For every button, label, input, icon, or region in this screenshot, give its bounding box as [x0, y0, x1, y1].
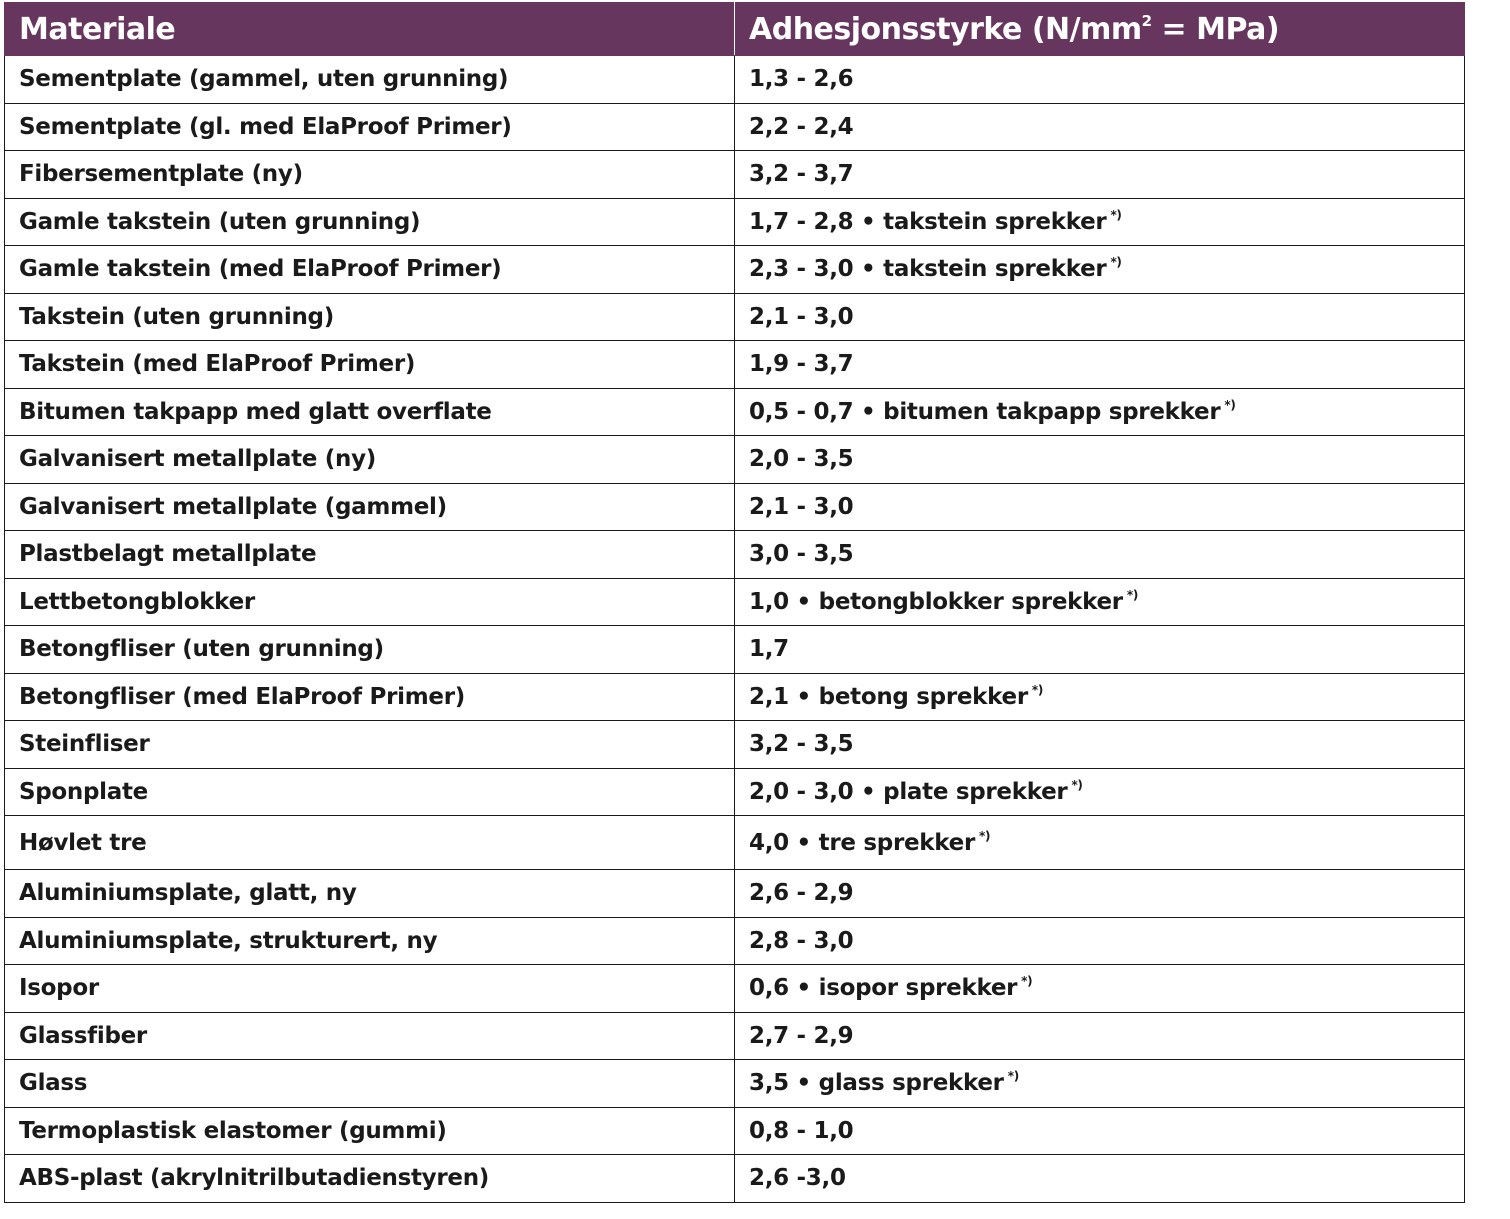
footnote-marker: *) [1126, 587, 1139, 602]
table-body [5, 56, 1465, 1203]
material-cell: Isopor [5, 965, 735, 1013]
adhesion-value-cell [735, 816, 1465, 870]
table-row [5, 436, 1465, 484]
table-row [5, 673, 1465, 721]
adhesion-value-cell [735, 293, 1465, 341]
adhesion-value-cell [735, 483, 1465, 531]
adhesion-value: 2,0 - 3,0 • plate sprekker [749, 778, 1068, 805]
adhesion-value-cell [735, 1155, 1465, 1203]
adhesion-value: 2,8 - 3,0 [749, 927, 854, 954]
adhesion-value-cell [735, 673, 1465, 721]
header-unit-exponent: 2 [1141, 11, 1152, 30]
adhesion-value-cell [735, 965, 1465, 1013]
table-row [5, 917, 1465, 965]
adhesion-value: 4,0 • tre sprekker [749, 829, 976, 856]
material-cell: Gamle takstein (uten grunning) [5, 198, 735, 246]
table-row [5, 103, 1465, 151]
adhesion-value-cell [735, 531, 1465, 579]
adhesion-strength-table [4, 2, 1465, 1203]
adhesion-value-cell [735, 1012, 1465, 1060]
material-cell: Sementplate (gammel, uten grunning) [5, 56, 735, 104]
adhesion-value: 0,5 - 0,7 • bitumen takpapp sprekker [749, 398, 1221, 425]
adhesion-value-cell [735, 151, 1465, 199]
material-cell: Sementplate (gl. med ElaProof Primer) [5, 103, 735, 151]
adhesion-value-cell [735, 721, 1465, 769]
adhesion-value: 3,5 • glass sprekker [749, 1070, 1004, 1097]
adhesion-value: 3,2 - 3,5 [749, 731, 854, 758]
adhesion-value: 2,1 - 3,0 [749, 303, 854, 330]
material-cell: ABS-plast (akrylnitrilbutadienstyren) [5, 1155, 735, 1203]
footnote-marker: *) [1031, 682, 1044, 697]
table-row [5, 293, 1465, 341]
adhesion-value-cell [735, 388, 1465, 436]
table-row [5, 388, 1465, 436]
header-unit-equivalence: = MPa) [1151, 11, 1280, 47]
adhesion-value-cell [735, 626, 1465, 674]
material-cell: Gamle takstein (med ElaProof Primer) [5, 246, 735, 294]
table-row [5, 721, 1465, 769]
footnote-marker: *) [1021, 974, 1033, 989]
material-cell: Fibersementplate (ny) [5, 151, 735, 199]
adhesion-value-cell [735, 103, 1465, 151]
footnote-marker: *) [1007, 1069, 1019, 1084]
material-cell: Plastbelagt metallplate [5, 531, 735, 579]
footnote-marker: *) [979, 828, 991, 843]
table-row [5, 151, 1465, 199]
table-row [5, 1012, 1465, 1060]
table-row [5, 56, 1465, 104]
adhesion-value: 2,6 -3,0 [749, 1165, 846, 1192]
adhesion-value: 0,8 - 1,0 [749, 1117, 854, 1144]
adhesion-value-cell [735, 768, 1465, 816]
footnote-marker: *) [1110, 255, 1122, 270]
adhesion-value: 2,1 • betong sprekker [749, 683, 1028, 710]
table-row [5, 816, 1465, 870]
material-cell: Termoplastisk elastomer (gummi) [5, 1107, 735, 1155]
adhesion-value-cell [735, 56, 1465, 104]
table-row [5, 1060, 1465, 1108]
header-adhesion-strength [735, 3, 1465, 56]
material-cell: Lettbetongblokker [5, 578, 735, 626]
header-row [5, 3, 1465, 56]
table-row [5, 246, 1465, 294]
adhesion-value: 1,7 [749, 636, 789, 663]
table-row [5, 965, 1465, 1013]
material-cell: Aluminiumsplate, glatt, ny [5, 870, 735, 918]
adhesion-value-cell [735, 1060, 1465, 1108]
material-cell: Takstein (uten grunning) [5, 293, 735, 341]
adhesion-value-cell [735, 917, 1465, 965]
adhesion-value: 2,1 - 3,0 [749, 493, 854, 520]
table-row [5, 870, 1465, 918]
adhesion-value: 1,9 - 3,7 [749, 351, 854, 378]
material-cell: Glassfiber [5, 1012, 735, 1060]
adhesion-value: 1,7 - 2,8 • takstein sprekker [749, 208, 1107, 235]
adhesion-value-cell [735, 198, 1465, 246]
adhesion-value: 3,0 - 3,5 [749, 541, 854, 568]
material-cell: Glass [5, 1060, 735, 1108]
table-row [5, 483, 1465, 531]
footnote-marker: *) [1071, 777, 1083, 792]
table-header [5, 3, 1465, 56]
material-cell: Galvanisert metallplate (gammel) [5, 483, 735, 531]
adhesion-value: 1,0 • betongblokker sprekker [749, 588, 1123, 615]
adhesion-value-cell [735, 870, 1465, 918]
table-row [5, 1155, 1465, 1203]
adhesion-value-cell [735, 341, 1465, 389]
material-cell: Takstein (med ElaProof Primer) [5, 341, 735, 389]
header-adhesion-label: Adhesjonsstyrke (N/mm [749, 11, 1142, 47]
adhesion-value: 2,6 - 2,9 [749, 880, 854, 907]
table-row [5, 768, 1465, 816]
material-cell: Bitumen takpapp med glatt overflate [5, 388, 735, 436]
header-material: Materiale [5, 3, 735, 56]
adhesion-value-cell [735, 578, 1465, 626]
table-row [5, 626, 1465, 674]
table-row [5, 341, 1465, 389]
material-cell: Betongfliser (uten grunning) [5, 626, 735, 674]
material-cell: Galvanisert metallplate (ny) [5, 436, 735, 484]
table-row [5, 198, 1465, 246]
material-cell: Steinfliser [5, 721, 735, 769]
adhesion-value-cell [735, 1107, 1465, 1155]
adhesion-value-cell [735, 246, 1465, 294]
footnote-marker: *) [1110, 207, 1122, 222]
table-row [5, 578, 1465, 626]
adhesion-value: 0,6 • isopor sprekker [749, 975, 1018, 1002]
adhesion-value: 2,3 - 3,0 • takstein sprekker [749, 256, 1107, 283]
adhesion-value: 1,3 - 2,6 [749, 66, 854, 93]
adhesion-value: 3,2 - 3,7 [749, 161, 854, 188]
material-cell: Betongfliser (med ElaProof Primer) [5, 673, 735, 721]
table-row [5, 1107, 1465, 1155]
adhesion-value: 2,0 - 3,5 [749, 446, 854, 473]
footnote-marker: *) [1224, 397, 1236, 412]
material-cell: Sponplate [5, 768, 735, 816]
adhesion-value-cell [735, 436, 1465, 484]
adhesion-value: 2,2 - 2,4 [749, 113, 854, 140]
material-cell: Aluminiumsplate, strukturert, ny [5, 917, 735, 965]
material-cell: Høvlet tre [5, 816, 735, 870]
table-row [5, 531, 1465, 579]
adhesion-value: 2,7 - 2,9 [749, 1022, 854, 1049]
